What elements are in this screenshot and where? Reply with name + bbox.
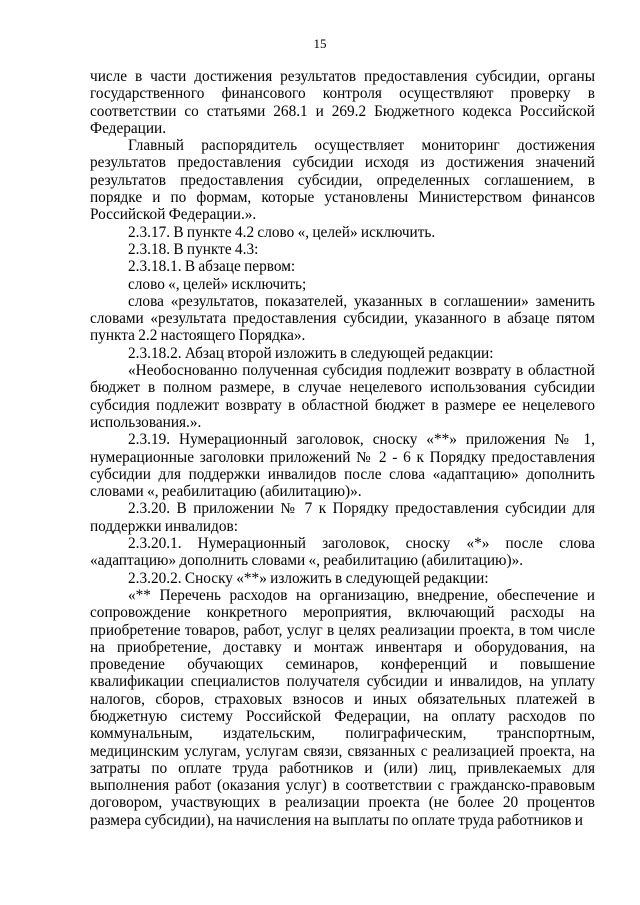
paragraph: слово «, целей» исключить;: [128, 275, 307, 293]
paragraph: «** Перечень расходов на организацию, внедрение, обеспечение и сопровождение конкретного мероприятия, включающий расходы на приобретение товаров, работ, услуг в целях реализации проекта, в том числе на приобретение, доставку и монтаж инвентаря и оборудования, на проведение обучающих семинаров, конференций и повышение квалификации специалистов получателя субсидии и инвалидов, на уплату налогов, сборов, страховых взносов и иных обязательных платежей в бюджетную систему Российской Федерации, на оплату расходов по коммунальным, издательским, полиграфическим, транспортным, медицинским услугам, услугам связи, связанных с реализацией проекта, на затраты по оплате труда работников и (или) лиц, привлекаемых для выполнения работ (оказания услуг) в соответствии с гражданско-правовым договором, участвующих в реализации проекта (не более 20 процентов размера субсидии), на начисления на выплаты по оплате труда работников и: [90, 586, 595, 829]
paragraph: 2.3.18.1. В абзаце первом:: [128, 258, 296, 276]
paragraph: 2.3.20.2. Сноску «**» изложить в следующей редакции:: [128, 569, 489, 587]
paragraph: 2.3.18. В пункте 4.3:: [128, 240, 259, 258]
paragraph: «Необоснованно полученная субсидия подлежит возврату в областной бюджет в полном размере, в случае нецелевого использования субсидии субсидия подлежит возврату в областной бюджет в размере ее нецелевого использования.».: [90, 362, 595, 431]
document-body: [90, 68, 595, 829]
paragraph: 2.3.19. Нумерационный заголовок, сноску «**» приложения № 1, нумерационные заголовки приложений № 2 - 6 к Порядку предоставления субсидии для поддержки инвалидов после слова «адаптацию» дополнить словами «, реабилитацию (абилитацию)».: [90, 431, 595, 501]
paragraph: 2.3.20. В приложении № 7 к Порядку предоставления субсидии для поддержки инвалидов:: [90, 500, 595, 535]
paragraph: числе в части достижения результатов предоставления субсидии, органы государственного финансового контроля осуществляют проверку в соответствии со статьями 268.1 и 269.2 Бюджетного кодекса Российской Федерации.: [90, 68, 595, 137]
paragraph: 2.3.18.2. Абзац второй изложить в следующей редакции:: [128, 344, 494, 362]
page-number: 15: [313, 36, 327, 51]
paragraph: 2.3.17. В пункте 4.2 слово «, целей» исключить.: [128, 223, 436, 241]
paragraph: 2.3.20.1. Нумерационный заголовок, сноску «*» после слова «адаптацию» дополнить словами «, реабилитацию (абилитацию)».: [90, 535, 595, 570]
paragraph: Главный распорядитель осуществляет мониторинг достижения результатов предоставления субсидии исходя из достижения значений результатов предоставления субсидии, определенных соглашением, в порядке и по формам, которые установлены Министерством финансов Российской Федерации.».: [90, 137, 595, 224]
paragraph: слова «результатов, показателей, указанных в соглашении» заменить словами «результата предоставления субсидии, указанного в абзаце пятом пункта 2.2 настоящего Порядка».: [90, 292, 595, 345]
